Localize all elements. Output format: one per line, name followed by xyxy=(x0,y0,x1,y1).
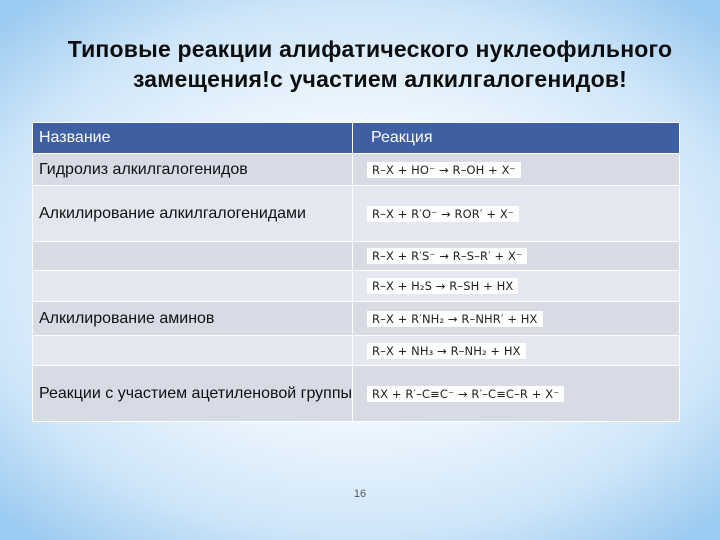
row-name: Реакции с участием ацетиленовой группы xyxy=(33,366,353,422)
row-name: Алкилирование аминов xyxy=(33,302,353,336)
table-row xyxy=(33,242,680,271)
header-reaction: Реакция xyxy=(353,123,680,154)
row-reaction xyxy=(353,271,680,302)
table-row xyxy=(33,271,680,302)
reaction-formula: RX + R′–C≡C⁻ → R′–C≡C–R + X⁻ xyxy=(367,386,564,402)
row-name xyxy=(33,242,353,271)
reaction-formula: R–X + HO⁻ → R–OH + X⁻ xyxy=(367,162,521,178)
row-reaction xyxy=(353,336,680,366)
header-name: Название xyxy=(33,123,353,154)
reaction-formula: R–X + R′S⁻ → R–S–R′ + X⁻ xyxy=(367,248,527,264)
row-name xyxy=(33,271,353,302)
row-reaction xyxy=(353,154,680,186)
page-number: 16 xyxy=(353,488,367,500)
reaction-formula: R–X + R′NH₂ → R–NHR′ + HX xyxy=(367,311,543,327)
title-line-1: Типовые реакции алифатического нуклеофильного xyxy=(67,36,673,62)
row-reaction xyxy=(353,242,680,271)
row-name: Гидролиз алкилгалогенидов xyxy=(33,154,353,186)
table-row xyxy=(33,366,680,422)
table-row xyxy=(33,302,680,336)
table-row xyxy=(33,336,680,366)
table-row xyxy=(33,154,680,186)
reaction-formula: R–X + NH₃ → R–NH₂ + HX xyxy=(367,343,526,359)
row-reaction xyxy=(353,302,680,336)
reactions-table xyxy=(32,122,680,422)
row-name: Алкилирование алкилгалогенидами xyxy=(33,186,353,242)
row-reaction xyxy=(353,366,680,422)
table-header-row xyxy=(33,123,680,154)
table-row xyxy=(33,186,680,242)
slide-title xyxy=(20,34,720,94)
reaction-formula: R–X + R′O⁻ → ROR′ + X⁻ xyxy=(367,206,519,222)
title-line-2: замещения!с участием алкилгалогенидов! xyxy=(132,66,628,92)
reaction-formula: R–X + H₂S → R–SH + HX xyxy=(367,278,518,294)
row-name xyxy=(33,336,353,366)
row-reaction xyxy=(353,186,680,242)
